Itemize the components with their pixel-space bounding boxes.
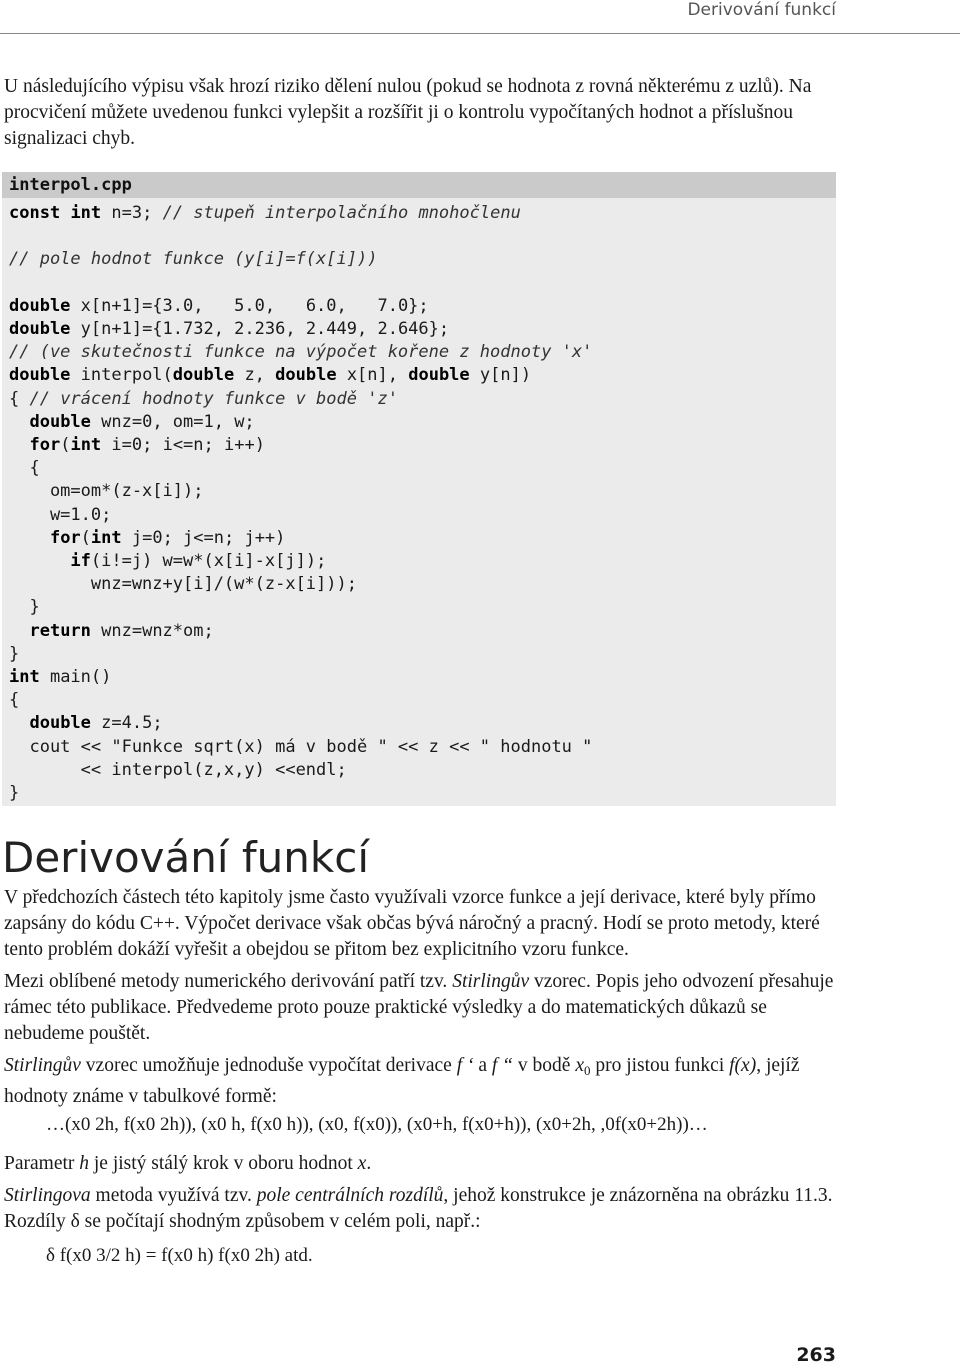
code-line: double interpol(double z, double x[n], double y[n]): [9, 365, 532, 386]
code-line: // (ve skutečnosti funkce na výpočet kořene z hodnoty 'x': [9, 342, 593, 363]
code-line: for(int j=0; j<=n; j++): [49, 527, 286, 548]
code-line: {: [9, 690, 20, 711]
code-line: int main(): [9, 667, 112, 688]
section-heading: Derivování funkcí: [2, 833, 370, 882]
paragraph-5: Stirlingova metoda využívá tzv. pole centrálních rozdílů, jehož konstrukce je znázorněna na obrázku 11.3. Rozdíly δ se počítají shodným způsobem v celém poli, např.:: [4, 1185, 833, 1232]
code-line: w=1.0;: [9, 504, 112, 525]
code-line: { // vrácení hodnoty funkce v bodě 'z': [9, 388, 398, 409]
intro-paragraph: U následujícího výpisu však hrozí riziko dělení nulou (pokud se hodnota z rovná některému z uzlů). Na procvičení můžete uvedenou funkci vylepšit a rozšířit ji o kontrolu vypočítaných hodnot a příslušnou signalizaci chyb.: [4, 76, 812, 149]
code-line: double wnz=0, om=1, w;: [29, 411, 255, 432]
code-line: }: [9, 597, 40, 618]
paragraph-3: Stirlingův vzorec umožňuje jednoduše vypočítat derivace f ‘ a f “ v bodě $x_0$ pro jistou funkci f(x), jejíž hodnoty známe v tabulkové formě:: [4, 1055, 800, 1107]
code-line: }: [9, 643, 20, 664]
formula-delta: δ f(x0 3/2 h) = f(x0 h) f(x0 2h) atd.: [46, 1245, 313, 1266]
code-line: om=om*(z-x[i]);: [9, 481, 204, 502]
header-rule: [0, 33, 960, 34]
paragraph-2: Mezi oblíbené metody numerického derivování patří tzv. Stirlingův vzorec. Popis jeho odvození přesahuje rámec této publikace. Předvedeme proto pouze praktické výsledky a do matematických důkazů se nebudeme pouštět.: [4, 971, 834, 1044]
code-line: const int n=3; // stupeň interpolačního mnohočlenu: [9, 203, 521, 223]
page-number: 263: [796, 1344, 836, 1366]
code-line: for(int i=0; i<=n; i++): [29, 435, 265, 456]
paragraph-4: Parametr h je jistý stálý krok v oboru hodnot x.: [4, 1153, 372, 1174]
code-line: {: [9, 458, 40, 479]
running-header: Derivování funkcí: [687, 0, 836, 20]
code-line: // pole hodnot funkce (y[i]=f(x[i])): [9, 249, 378, 270]
code-line: if(i!=j) w=w*(x[i]-x[j]);: [70, 551, 327, 572]
code-filename: interpol.cpp: [9, 175, 132, 195]
code-listing: [2, 172, 836, 806]
code-line: }: [9, 783, 20, 804]
paragraph-1: V předchozích částech této kapitoly jsme často využívali vzorce funkce a její derivace, které byly přímo zapsány do kódu C++. Výpočet derivace však občas bývá náročný a pracný. Hodí se proto metody, které tento problém dokáží vyřešit a obejdou se přitom bez explicitního vzoru funkce.: [4, 887, 820, 960]
code-listing-title: [2, 172, 836, 198]
code-line: double x[n+1]={3.0, 5.0, 6.0, 7.0};: [9, 295, 429, 316]
code-line: double z=4.5;: [29, 713, 163, 734]
code-line: return wnz=wnz*om;: [29, 620, 214, 641]
formula-table-values: …(x0 2h, f(x0 2h)), (x0 h, f(x0 h)), (x0, f(x0)), (x0+h, f(x0+h)), (x0+2h, ,0f(x0+2h))…: [46, 1114, 708, 1135]
code-line: wnz=wnz+y[i]/(w*(z-x[i]));: [9, 574, 357, 595]
code-body: [9, 202, 592, 805]
code-line: double y[n+1]={1.732, 2.236, 2.449, 2.646};: [9, 319, 450, 340]
code-line: cout << "Funkce sqrt(x) má v bodě " << z << " hodnotu ": [9, 736, 593, 757]
code-line: << interpol(z,x,y) <<endl;: [9, 759, 347, 780]
